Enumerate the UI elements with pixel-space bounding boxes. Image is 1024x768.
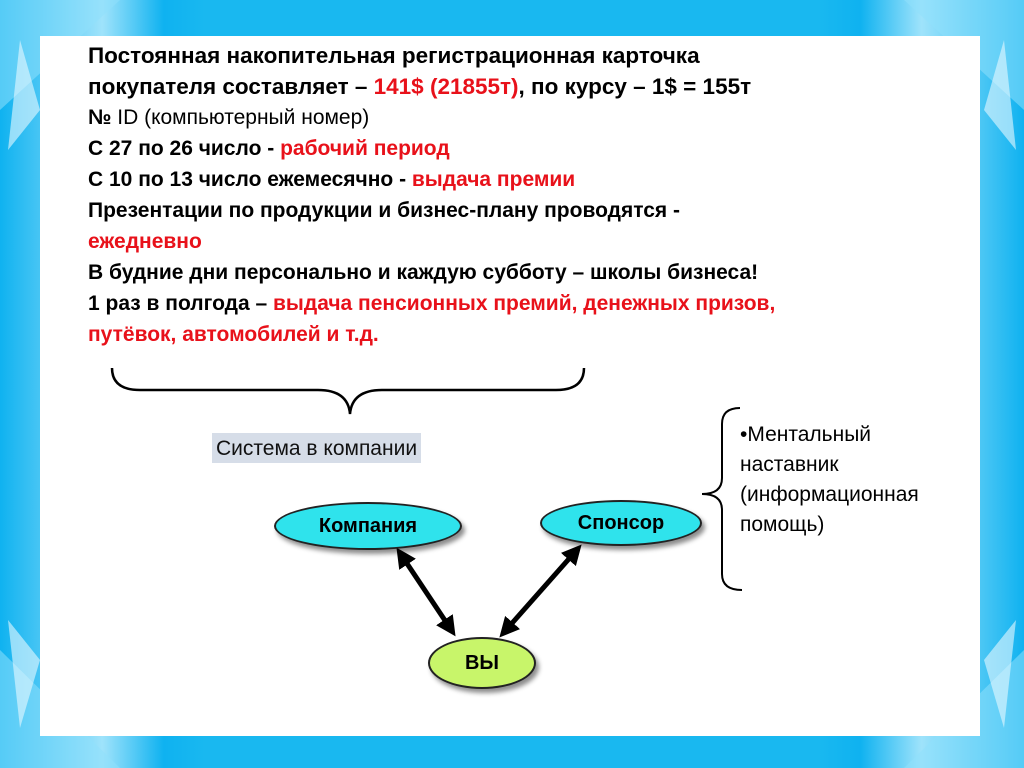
mentor-line-3: (информационная (740, 483, 919, 506)
arrow-company-you (402, 556, 450, 628)
mentor-brace (702, 408, 742, 590)
text-line-1-part-1: Постоянная накопительная регистрационная карточка (88, 43, 700, 68)
text-line-5-part-1: С 10 по 13 число ежемесячно - (88, 168, 412, 191)
mentor-line-1 (740, 420, 1000, 450)
bullet-icon: • (740, 423, 748, 446)
mentor-line-1-text: Ментальный (747, 423, 872, 446)
text-line-3-part-2: ID (компьютерный номер) (117, 106, 370, 129)
text-line-2-part-3: , по курсу – 1$ = 155т (518, 74, 752, 99)
text-line-3-part-1: № (88, 106, 118, 129)
text-line-4-part-2: рабочий период (280, 137, 450, 160)
mentor-line-4: помощь) (740, 513, 825, 536)
text-line-9-part-2: выдача пенсионных премий, денежных призов, (273, 292, 776, 315)
you-node (428, 637, 536, 689)
text-brace (112, 368, 584, 414)
text-line-9-part-1: 1 раз в полгода – (88, 292, 274, 315)
text-line-5-part-2: выдача премии (411, 168, 576, 191)
system-label: Система в компании (212, 433, 421, 463)
text-line-10-part-1: путёвок, автомобилей и т.д. (88, 323, 379, 346)
you-node-label: ВЫ (464, 651, 500, 674)
text-line-6-part-1: Презентации по продукции и бизнес-плану проводятся - (88, 199, 680, 222)
company-node-label: Компания (318, 514, 418, 537)
text-line-8-part-1: В будние дни персонально и каждую субботу – школы бизнеса! (88, 261, 759, 284)
arrow-sponsor-you (506, 552, 575, 630)
text-line-2-part-1: покупателя составляет – (88, 74, 374, 99)
mentor-note (740, 420, 1000, 540)
mentor-line-2: наставник (740, 453, 839, 476)
sponsor-node-label: Спонсор (577, 511, 665, 534)
text-line-7-part-1: ежедневно (88, 230, 202, 253)
text-line-2-part-2: 141$ (21855т) (373, 74, 519, 99)
text-line-4-part-1: С 27 по 26 число - (88, 137, 281, 160)
sponsor-node (540, 500, 702, 546)
company-node (274, 502, 462, 550)
